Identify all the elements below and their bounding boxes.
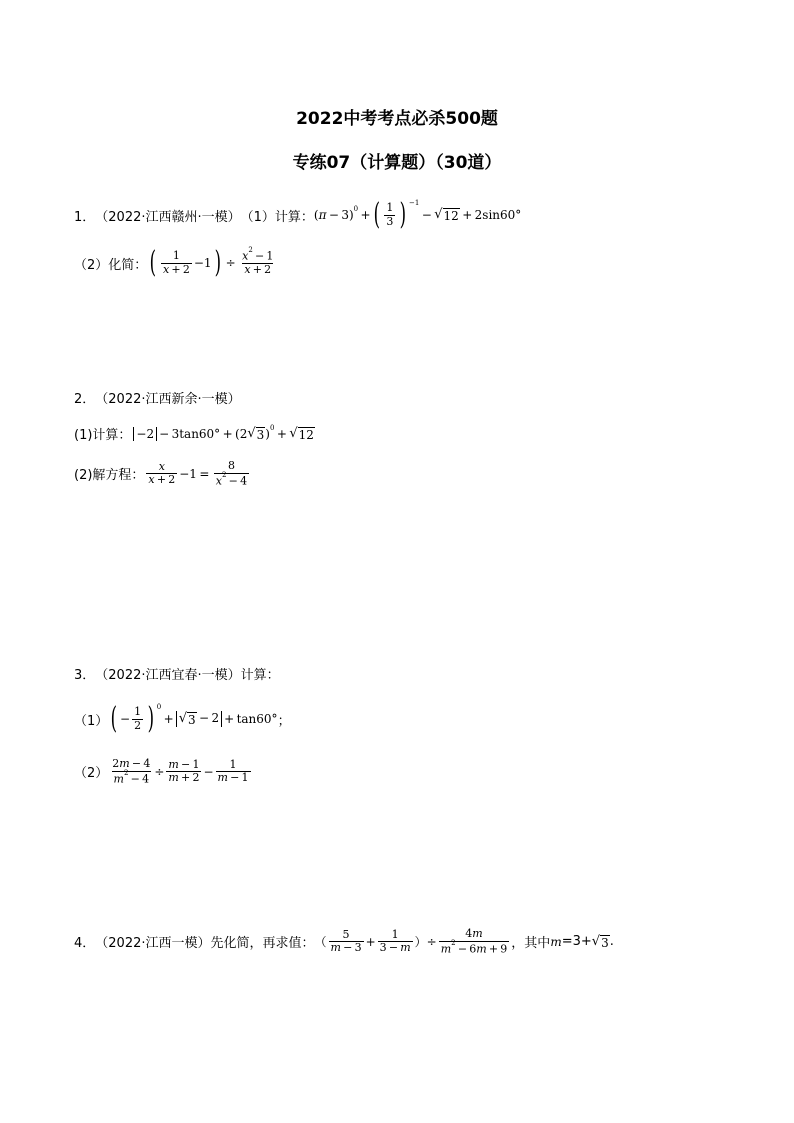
problem-3-expression-2: $\frac{2m - 4}{m^2 - 4}$ ÷ $\frac{m - 1}{m + 2}$ − $\frac{1}{m - 1}$: [112, 757, 249, 786]
problem-3-part-1-end: ；: [277, 713, 291, 729]
problem-4-source: （2022·江西一模）先化简，再求值：: [95, 936, 315, 952]
problem-4-condition-var: m: [550, 934, 562, 949]
problem-2-part-1-label: (1)计算：: [74, 428, 132, 443]
problem-4-sqrt-3: √ 3: [591, 933, 609, 950]
problem-2-part-1: [74, 424, 315, 443]
problem-1-part-2-label: （2）化简：: [74, 257, 148, 273]
problem-2-part-2: [74, 460, 251, 488]
problem-2-part-2-label: (2)解方程：: [74, 468, 145, 484]
problem-3-part-1: [74, 701, 291, 736]
problem-4-condition-value: =3+: [561, 934, 592, 950]
problem-2-equation: $\frac{x}{x + 2}$ −1 = $\frac{8}{x^2 - 4}$: [148, 459, 248, 488]
problem-4: [74, 928, 614, 956]
problem-3-part-2: [74, 758, 253, 786]
problem-3-expression-1: ( − $\frac{1}{2}$ ) 0 + √ 3 − 2 + tan60°: [110, 701, 278, 736]
problem-4-expression: （ $\frac{5}{m - 3}$ + $\frac{1}{3 - m}$ ）÷ $\frac{4m}{m^2 - 6m + 9}$: [314, 927, 508, 956]
problem-1-expression-1: ( π − 3) 0 + ( $\frac{1}{3}$ ) −1 − √ 12 + 2sin60°: [313, 197, 522, 232]
problem-1-expression-2: ( $\frac{1}{x + 2}$ −1 ) ÷ $\frac{x^2 - 1}{x + 2}$: [149, 245, 274, 280]
problem-1-number: 1．: [74, 209, 96, 225]
problem-1-part-2: [74, 245, 277, 280]
problem-4-condition-end: .: [609, 934, 614, 950]
problem-1-source: （2022·江西赣州·一模）: [95, 209, 241, 225]
page-title: 2022中考考点必杀500题: [296, 109, 498, 129]
problem-2-number: 2．: [74, 392, 96, 407]
problem-1-part-1-label: （1）计算：: [240, 209, 314, 225]
problem-2-expression-1: −2 − 3tan60° + (2 √ 3 ) 0 + √ 12: [131, 426, 314, 442]
problem-2-header: [74, 388, 241, 407]
problem-3-source: （2022·江西宜春·一模）计算：: [95, 668, 280, 683]
problem-3-part-2-label: （2）: [74, 766, 109, 782]
problem-3-number: 3．: [74, 668, 96, 683]
problem-4-condition-prefix: ，其中: [511, 936, 551, 952]
problem-2-source: （2022·江西新余·一模）: [95, 392, 241, 407]
page-subtitle: 专练07（计算题）（30道）: [292, 153, 502, 173]
problem-3-header: [74, 664, 280, 683]
problem-1-part-1: [74, 197, 522, 232]
problem-3-part-1-label: （1）: [74, 713, 109, 729]
problem-4-number: 4．: [74, 936, 96, 952]
